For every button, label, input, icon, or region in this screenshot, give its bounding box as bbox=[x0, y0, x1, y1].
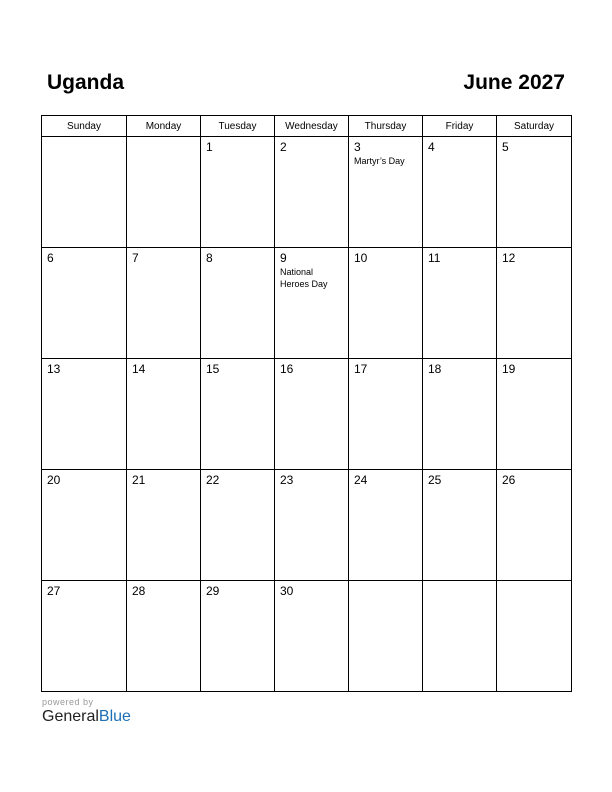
day-number: 11 bbox=[428, 251, 441, 265]
day-number: 6 bbox=[47, 251, 54, 265]
logo-blue-text: Blue bbox=[98, 708, 131, 725]
day-cell bbox=[423, 359, 497, 470]
day-cell bbox=[275, 470, 349, 581]
week-row bbox=[42, 248, 572, 359]
empty-day-cell bbox=[423, 581, 497, 692]
day-number: 4 bbox=[428, 140, 435, 154]
day-number: 17 bbox=[354, 362, 368, 376]
day-number: 2 bbox=[280, 140, 287, 154]
day-cell bbox=[127, 581, 201, 692]
day-number: 28 bbox=[132, 584, 146, 598]
weekday-wednesday: Wednesday bbox=[275, 116, 349, 137]
empty-day-cell bbox=[42, 137, 127, 248]
day-number: 10 bbox=[354, 251, 368, 265]
calendar-grid bbox=[41, 115, 572, 692]
day-cell bbox=[42, 470, 127, 581]
week-row bbox=[42, 581, 572, 692]
day-cell bbox=[423, 137, 497, 248]
generalblue-logo bbox=[42, 708, 131, 726]
month-title: June 2027 bbox=[463, 71, 565, 94]
day-number: 7 bbox=[132, 251, 139, 265]
empty-day-cell bbox=[127, 137, 201, 248]
day-cell bbox=[423, 470, 497, 581]
day-number: 13 bbox=[47, 362, 61, 376]
day-number: 16 bbox=[280, 362, 294, 376]
day-cell bbox=[497, 359, 572, 470]
day-number: 26 bbox=[502, 473, 516, 487]
day-cell bbox=[127, 470, 201, 581]
day-cell bbox=[497, 248, 572, 359]
day-number: 23 bbox=[280, 473, 294, 487]
day-number: 27 bbox=[47, 584, 61, 598]
day-number: 29 bbox=[206, 584, 220, 598]
day-cell bbox=[127, 248, 201, 359]
day-number: 14 bbox=[132, 362, 146, 376]
logo-general-text: General bbox=[42, 708, 99, 725]
holiday-label: National Heroes Day bbox=[280, 267, 328, 289]
day-number: 12 bbox=[502, 251, 516, 265]
day-cell bbox=[201, 248, 275, 359]
weekday-tuesday: Tuesday bbox=[201, 116, 275, 137]
day-cell bbox=[127, 359, 201, 470]
weekday-monday: Monday bbox=[127, 116, 201, 137]
day-number: 9 bbox=[280, 251, 287, 265]
day-number: 25 bbox=[428, 473, 442, 487]
day-cell bbox=[349, 470, 423, 581]
day-cell bbox=[497, 470, 572, 581]
day-cell bbox=[275, 581, 349, 692]
day-cell bbox=[349, 248, 423, 359]
weekday-friday: Friday bbox=[423, 116, 497, 137]
day-cell bbox=[497, 137, 572, 248]
day-number: 15 bbox=[206, 362, 220, 376]
footer bbox=[42, 697, 131, 726]
day-number: 30 bbox=[280, 584, 294, 598]
day-cell bbox=[42, 359, 127, 470]
day-number: 22 bbox=[206, 473, 220, 487]
day-cell bbox=[275, 359, 349, 470]
weekday-header-row bbox=[42, 116, 572, 137]
day-number: 20 bbox=[47, 473, 61, 487]
day-cell bbox=[201, 470, 275, 581]
day-number: 3 bbox=[354, 140, 361, 154]
country-title: Uganda bbox=[47, 71, 125, 94]
day-number: 24 bbox=[354, 473, 368, 487]
day-cell bbox=[423, 248, 497, 359]
day-number: 5 bbox=[502, 140, 509, 154]
day-cell bbox=[201, 359, 275, 470]
powered-by-text: powered by bbox=[42, 697, 94, 707]
weekday-sunday: Sunday bbox=[42, 116, 127, 137]
day-cell bbox=[42, 581, 127, 692]
day-cell bbox=[349, 359, 423, 470]
day-number: 21 bbox=[132, 473, 146, 487]
day-cell bbox=[201, 581, 275, 692]
week-row bbox=[42, 359, 572, 470]
day-cell bbox=[42, 248, 127, 359]
holiday-label: Martyr’s Day bbox=[354, 156, 405, 166]
weekday-thursday: Thursday bbox=[349, 116, 423, 137]
day-cell bbox=[201, 137, 275, 248]
day-number: 19 bbox=[502, 362, 516, 376]
day-cell bbox=[349, 137, 423, 248]
day-cell bbox=[275, 248, 349, 359]
week-row bbox=[42, 470, 572, 581]
day-number: 8 bbox=[206, 251, 213, 265]
weekday-saturday: Saturday bbox=[497, 116, 572, 137]
day-cell bbox=[275, 137, 349, 248]
week-row bbox=[42, 137, 572, 248]
empty-day-cell bbox=[349, 581, 423, 692]
empty-day-cell bbox=[497, 581, 572, 692]
day-number: 1 bbox=[206, 140, 213, 154]
day-number: 18 bbox=[428, 362, 442, 376]
